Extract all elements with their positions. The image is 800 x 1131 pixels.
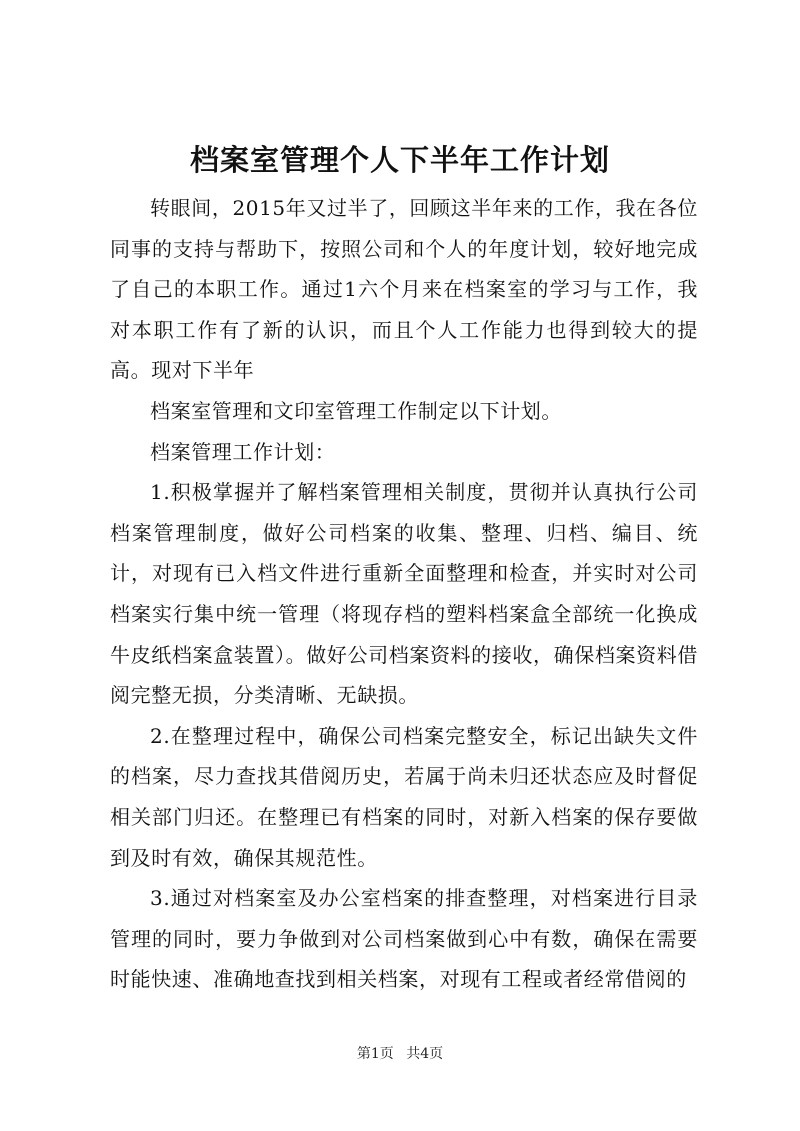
page-number: 第1页 [356, 1046, 394, 1062]
page-total: 共4页 [406, 1046, 444, 1062]
paragraph-plan-scope: 档案室管理和文印室管理工作制定以下计划。 [150, 398, 562, 423]
document-body [110, 188, 698, 1000]
document-title: 档案室管理个人下半年工作计划 [189, 143, 610, 177]
paragraph-item-3: 3.通过对档案室及办公室档案的排查整理，对档案进行目录管理的同时，要力争做到对公司档案做到心中有数，确保在需要时能快速、准确地查找到相关档案，对现有工程或者经常借阅的 [110, 886, 698, 992]
page-footer [0, 1044, 800, 1064]
paragraph-item-1: 1.积极掌握并了解档案管理相关制度，贯彻并认真执行公司档案管理制度，做好公司档案的收集、整理、归档、编目、统计，对现有已入档文件进行重新全面整理和检查，并实时对公司档案实行集中统一管理（将现存档的塑料档案盒全部统一化换成牛皮纸档案盒装置）。做好公司档案资料的接收，确保档案资料借阅完整无损，分类清晰、无缺损。 [110, 480, 698, 708]
paragraph-section-heading: 档案管理工作计划： [150, 439, 336, 464]
paragraph-intro: 转眼间，2015年又过半了，回顾这半年来的工作，我在各位同事的支持与帮助下，按照公司和个人的年度计划，较好地完成了自己的本职工作。通过1六个月来在档案室的学习与工作，我对本职工作有了新的认识，而且个人工作能力也得到较大的提高。现对下半年 [110, 196, 698, 383]
paragraph-item-2: 2.在整理过程中，确保公司档案完整安全，标记出缺失文件的档案，尽力查找其借阅历史，若属于尚未归还状态应及时督促相关部门归还。在整理已有档案的同时，对新入档案的保存要做到及时有效，确保其规范性。 [110, 723, 698, 870]
